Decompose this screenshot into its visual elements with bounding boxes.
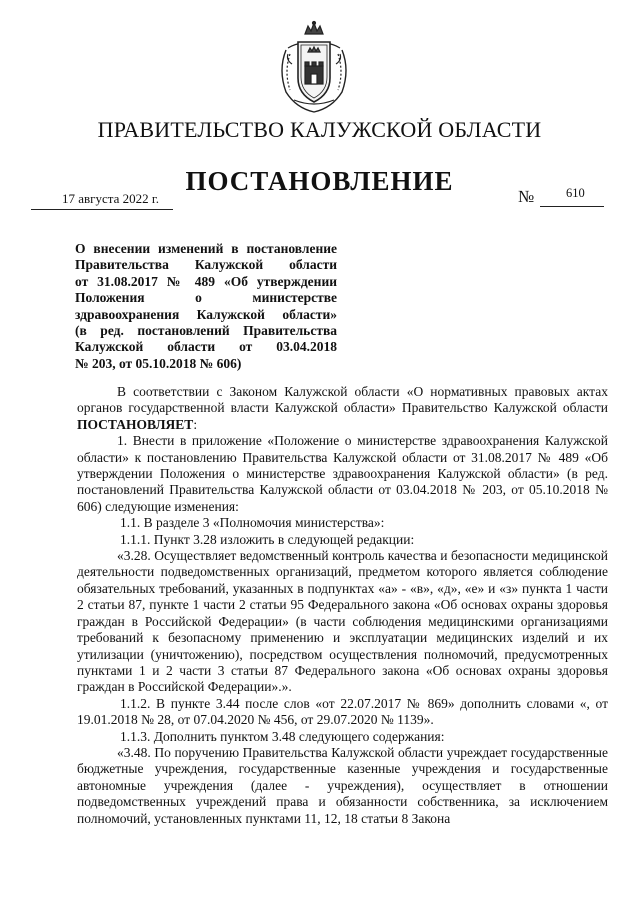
preamble-end: : — [193, 416, 198, 432]
clause-1-1: 1.1. В разделе 3 «Полномочия министерства»: — [120, 515, 385, 531]
preamble-text: В соответствии с Законом Калужской области «О нормативных правовых актах органов государственной власти Калужской области» Правительство Калужской области — [77, 384, 608, 416]
agency-name: ПРАВИТЕЛЬСТВО КАЛУЖСКОЙ ОБЛАСТИ — [97, 117, 542, 142]
document-body — [77, 384, 608, 827]
clause-3-28: «3.28. Осуществляет ведомственный контроль качества и безопасности медицинской деятельности подведомственных организаций, предметом которого является соблюдение обязательных требований, указанных в подпунктах «а» - «в», «д», «е» и «з» пункта 1 части 2 статьи 87, пункте 1 части 2 статьи 95 Федерального закона «Об основах охраны здоровья граждан в Российской Федерации» (в части соблюдения медицинскими организациями требований к безопасному применению и эксплуатации медицинских изделий и их утилизации (уничтожению), посредством осуществления полномочий, предусмотренных пунктами 1 и 2 части 3 статьи 87 Федерального закона «Об основах охраны здоровья граждан в Российской Федерации».». — [77, 548, 608, 695]
subject-line: Положения о министерстве — [75, 290, 337, 306]
document-subject — [75, 241, 337, 372]
clause-3-48: «3.48. По поручению Правительства Калужской области учреждает государственные бюджетные учреждения, государственные казенные учреждения и государственные автономные учреждения (далее - учреждения), осуществляет в отношении подведомственных учреждений права и обязанности собственника, за исключением полномочий, установленных пунктами 11, 12, 18 статьи 8 Закона — [77, 744, 608, 826]
subject-line: № 203, от 05.10.2018 № 606) — [75, 355, 242, 371]
number-label: № — [518, 187, 535, 206]
clause-1-1-2: 1.1.2. В пункте 3.44 после слов «от 22.07.2017 № 869» дополнить словами «, от 19.01.2018 № 28, от 07.04.2020 № 456, от 29.07.2020 № 1139». — [77, 695, 608, 728]
clause-1-1-1: 1.1.1. Пункт 3.28 изложить в следующей редакции: — [120, 531, 415, 547]
date-underline — [31, 209, 173, 210]
subject-line: (в ред. постановлений Правительства — [75, 323, 337, 339]
number-underline — [540, 206, 604, 207]
subject-line: здравоохранения Калужской области» — [75, 306, 337, 322]
document-type-title: ПОСТАНОВЛЕНИЕ — [185, 166, 454, 196]
clause-1-1-3: 1.1.3. Дополнить пунктом 3.48 следующего содержания: — [120, 728, 445, 744]
document-number: 610 — [566, 186, 585, 200]
subject-line: Калужской области от 03.04.2018 — [75, 339, 337, 355]
preamble-paragraph — [77, 384, 608, 433]
coat-of-arms-emblem — [272, 20, 356, 114]
subject-line: от 31.08.2017 № 489 «Об утверждении — [75, 273, 337, 289]
resolves-keyword: ПОСТАНОВЛЯЕТ — [77, 416, 194, 432]
clause-1: 1. Внести в приложение «Положение о министерстве здравоохранения Калужской области» к постановлению Правительства Калужской области от 31.08.2017 № 489 «Об утверждении Положения о министерстве здравоохранения Калужской области» (в ред. постановлений Правительства Калужской области от 03.04.2018 № 203, от 05.10.2018 № 606) следующие изменения: — [77, 433, 608, 514]
document-date: 17 августа 2022 г. — [62, 191, 159, 206]
subject-line: О внесении изменений в постановление — [75, 241, 337, 256]
subject-line: Правительства Калужской области — [75, 257, 337, 273]
